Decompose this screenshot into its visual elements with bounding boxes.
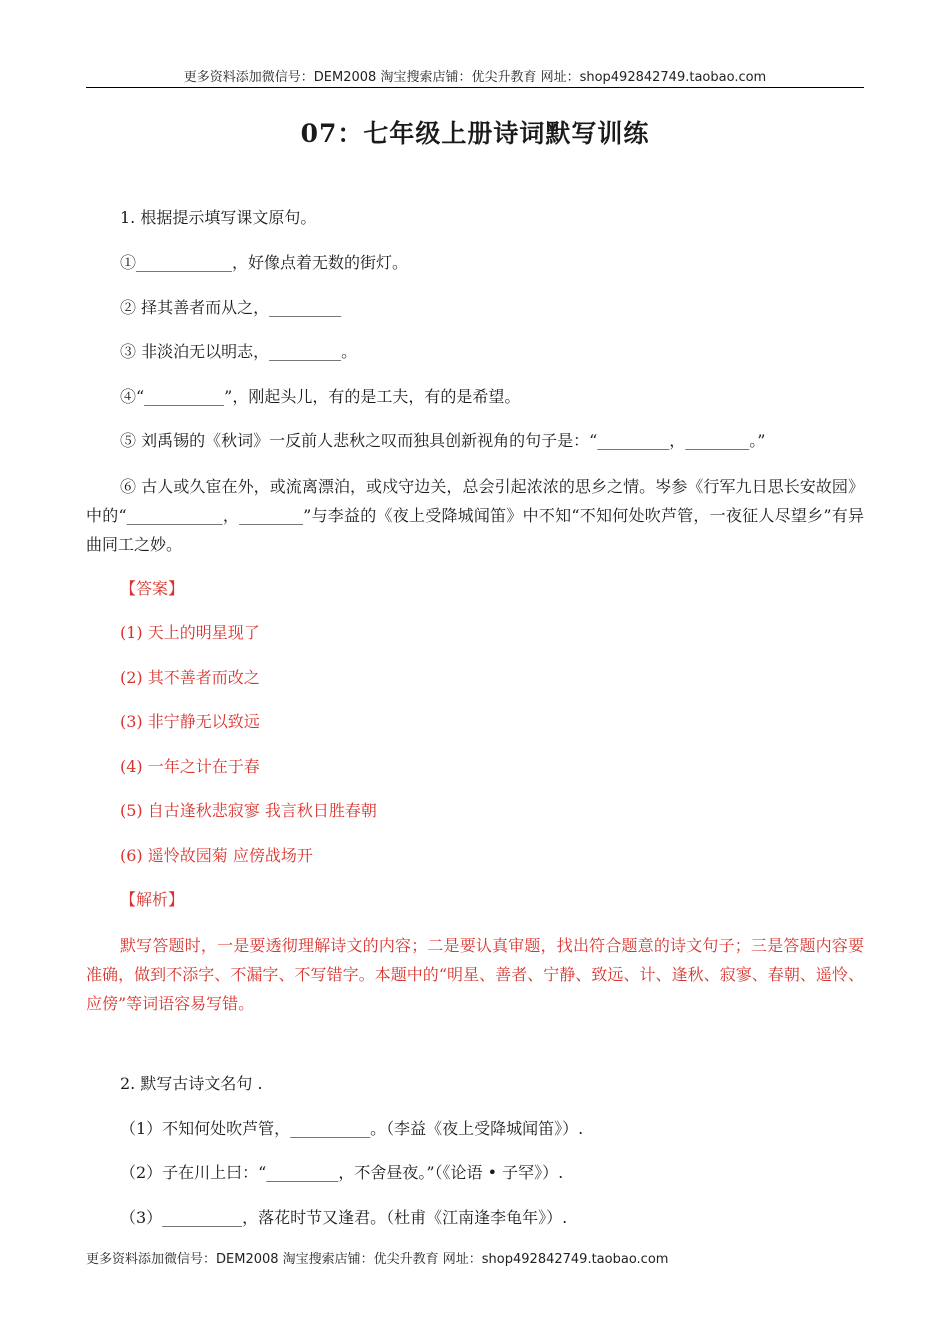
answer-item-1: (1) 天上的明星现了 [120,623,260,642]
answer-label: 【答案】 [120,579,185,598]
question-1-heading: 1. 根据提示填写课文原句。 [120,208,317,227]
question-1-item-5: ⑤ 刘禹锡的《秋词》一反前人悲秋之叹而独具创新视角的句子是：“_________，________。” [120,431,766,450]
answer-item-6: (6) 遥怜故园菊 应傍战场开 [120,846,313,865]
page-footer: 更多资料添加微信号：DEM2008 淘宝搜索店铺：优尖升教育 网址：shop492842749.taobao.com [86,1252,669,1267]
question-2-heading: 2. 默写古诗文名句 . [120,1074,263,1093]
analysis-label: 【解析】 [120,890,185,909]
answer-item-4: (4) 一年之计在于春 [120,757,260,776]
header-divider [86,87,864,88]
question-2-item-1: （1）不知何处吹芦管，__________。（李益《夜上受降城闻笛》）. [120,1119,584,1138]
answer-item-2: (2) 其不善者而改之 [120,668,260,687]
analysis-text: 默写答题时，一是要透彻理解诗文的内容；二是要认真审题，找出符合题意的诗文句子；三是答题内容要准确，做到不添字、不漏字、不写错字。本题中的“明星、善者、宁静、致远、计、逢秋、寂寥、春朝、遥怜、应傍”等词语容易写错。 [86,936,864,1013]
question-1-item-2: ② 择其善者而从之，_________ [120,298,342,317]
answer-item-5: (5) 自古逢秋悲寂寥 我言秋日胜春朝 [120,801,377,820]
question-1-item-4: ④“__________”，刚起头儿，有的是工夫，有的是希望。 [120,387,521,406]
question-1-item-3: ③ 非淡泊无以明志，_________。 [120,342,358,361]
page-title: 07：七年级上册诗词默写训练 [300,119,650,148]
page-header: 更多资料添加微信号：DEM2008 淘宝搜索店铺：优尖升教育 网址：shop492842749.taobao.com [183,70,767,85]
question-1-item-6: ⑥ 古人或久宦在外，或流离漂泊，或戍守边关，总会引起浓浓的思乡之情。岑参《行军九日思长安故园》中的“____________，________”与李益的《夜上受降城闻笛》中不知“不知何处吹芦管，一夜征人尽望乡”有异曲同工之妙。 [86,477,864,554]
answer-item-3: (3) 非宁静无以致远 [120,712,260,731]
question-2-item-3: （3）__________，落花时节又逢君。（杜甫《江南逢李龟年》）. [120,1208,568,1227]
question-2-item-2: （2）子在川上曰：“_________，不舍昼夜。”（《论语 • 子罕》）. [120,1163,564,1182]
question-1-item-1: ①____________，好像点着无数的街灯。 [120,253,409,272]
